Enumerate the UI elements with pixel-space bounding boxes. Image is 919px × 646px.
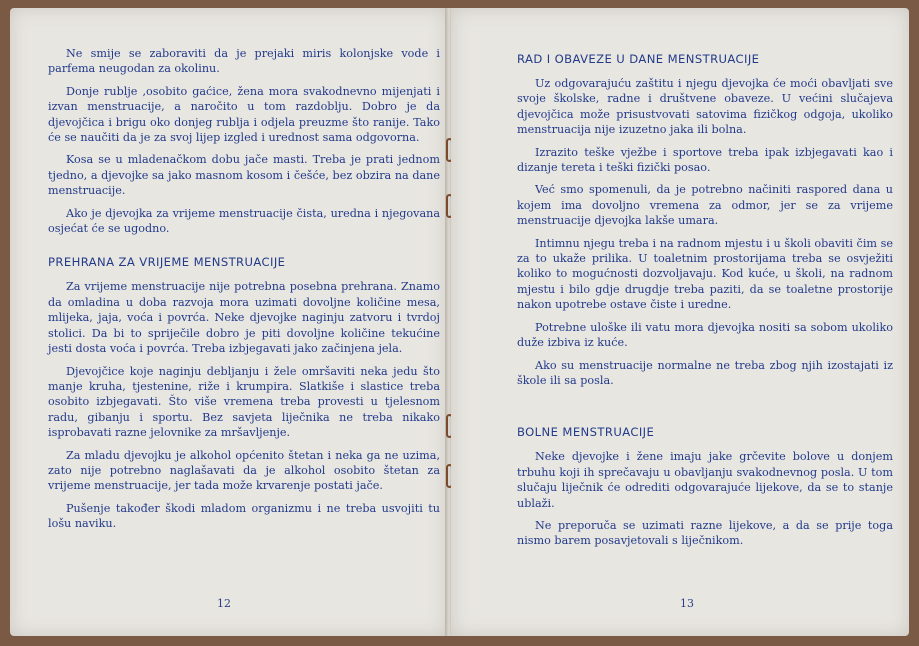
paragraph: Ne preporuča se uzimati razne lijekove, a da se prije toga nismo barem posavjetovali s liječnikom. xyxy=(517,518,893,548)
paragraph: Intimnu njegu treba i na radnom mjestu i u školi obaviti čim se za to ukaže prilika. U toaletnim prostorijama treba se osvježiti koliko to mogućnosti dozvoljavaju. Kod kuće, u školi, na radnom mjestu i bilo gdje drugdje treba paziti, da se toaletne prostorije nakon upotrebe ostave čiste i uredne. xyxy=(517,236,893,312)
paragraph: Izrazito teške vježbe i sportove treba ipak izbjegavati kao i dizanje tereta i teški fizički posao. xyxy=(517,145,893,175)
section-heading: BOLNE MENSTRUACIJE xyxy=(517,425,655,440)
paragraph: Pušenje također škodi mladom organizmu i ne treba usvojiti tu lošu naviku. xyxy=(48,501,440,531)
section-heading: PREHRANA ZA VRIJEME MENSTRUACIJE xyxy=(48,255,286,270)
right-page-text xyxy=(517,52,893,556)
section-heading: RAD I OBAVEZE U DANE MENSTRUACIJE xyxy=(517,52,760,66)
paragraph: Već smo spomenuli, da je potrebno načiniti raspored dana u kojem ima dovoljno vremena za odmor, jer se za vrijeme menstruacije djevojka lakše umara. xyxy=(517,183,893,228)
page-number: 12 xyxy=(217,597,231,610)
paragraph: Ako je djevojka za vrijeme menstruacije čista, uredna i njegovana osjećat će se ugodno. xyxy=(48,206,440,236)
page-number: 13 xyxy=(680,597,694,610)
paragraph: Donje rublje ,osobito gaćice, žena mora svakodnevno mijenjati i izvan menstruacije, a naročito u tom razdoblju. Dobro je da djevojčica i brigu oko donjeg rublja i odjela preuzme što ranije. Tako će se naučiti da je za svoj lijep izgled i urednost sama odgovorna. xyxy=(48,84,440,145)
right-page xyxy=(451,8,909,636)
left-page-text xyxy=(48,46,440,539)
paragraph: Djevojčice koje naginju debljanju i žele omršaviti neka jedu što manje kruha, tjestenine, riže i krumpira. Slatkiše i slastice treba osobito izbjegavati. Što više vremena treba provesti u tjelesnom radu, gibanju i sportu. Bez savjeta liječnika ne treba nikako isprobavati razne jelovnike za mršavljenje. xyxy=(48,364,440,440)
paragraph: Za mladu djevojku je alkohol općenito štetan i neka ga ne uzima, zato nije potrebno naglašavati da je alkohol osobito štetan za vrijeme menstruacije, jer tada može krvarenje postati jače. xyxy=(48,448,440,493)
paragraph: Ako su menstruacije normalne ne treba zbog njih izostajati iz škole ili sa posla. xyxy=(517,358,893,387)
paragraph: Ne smije se zaboraviti da je prejaki miris kolonjske vode i parfema neugodan za okolinu. xyxy=(48,47,440,76)
paragraph: Potrebne uloške ili vatu mora djevojka nositi sa sobom ukoliko duže izbiva iz kuće. xyxy=(517,320,893,350)
paragraph: Neke djevojke i žene imaju jake grčevite bolove u donjem trbuhu koji ih sprečavaju u obavljanju svakodnevnog posla. U tom slučaju liječnik će odrediti odgovarajuće lijekove, da se to stanje ublaži. xyxy=(517,450,893,510)
paragraph: Za vrijeme menstruacije nije potrebna posebna prehrana. Znamo da omladina u doba razvoja mora uzimati dovoljne količine mesa, mlijeka, jaja, voća i povrća. Neke djevojke naginju zatvoru i tvrdoj stolici. Da bi to spriječile dobro je piti dovoljne količine tekućine jesti dosta voća i povrća. Treba izbjegavati jako začinjena jela. xyxy=(48,280,440,356)
left-page xyxy=(10,8,447,636)
paragraph: Uz odgovarajuću zaštitu i njegu djevojka će moći obavljati sve svoje školske, radne i društvene obaveze. U većini slučajeva djevojčica može prisustvovati satovima fizičkog odgoja, ukoliko menstruacija nije izuzetno jaka ili bolna. xyxy=(517,77,893,137)
paragraph: Kosa se u mladenačkom dobu jače masti. Treba je prati jednom tjedno, a djevojke sa jako masnom kosom i češće, bez obzira na dane menstruacije. xyxy=(48,153,440,198)
